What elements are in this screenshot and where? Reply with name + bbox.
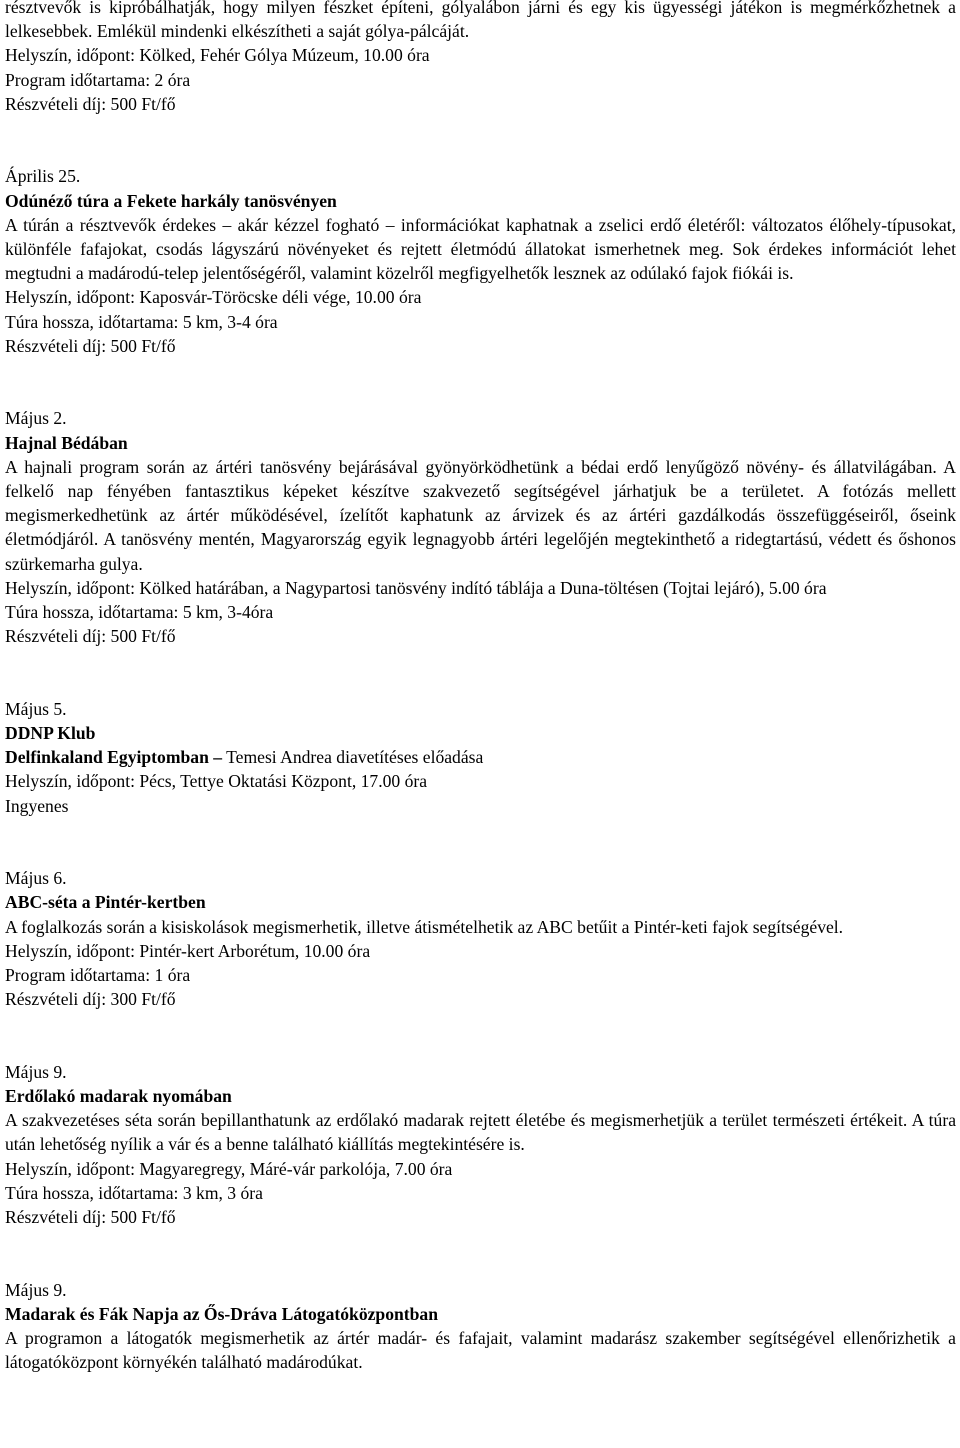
- event-fee: Részvételi díj: 500 Ft/fő: [5, 626, 176, 647]
- event-body: A szakvezetéses séta során bepillanthatunk az erdőlakó madarak rejtett életébe és megismerhetjük a terület természeti értékeit. A túra után lehetőség nyílik a vár és a benne található kiállítás megtekintésére is.: [5, 1110, 956, 1155]
- spacer: [5, 648, 956, 696]
- event-body: A túrán a résztvevők érdekes – akár kézzel fogható – információkat kaphatnak a zselici erdő életéről: változatos élőhely-típusokat, különféle fafajokat, csodás lágyszárú növényeket és rejtett életmódú állatokat ismerhetnek meg. Sok érdekes információt lehet megtudni a madárodú-telep jelentőségéről, valamint közelről megfigyelhetők lesznek az odúlakó fajok fiókái is.: [5, 214, 956, 284]
- event-date: Május 5.: [5, 698, 67, 719]
- document-page: [5, 0, 956, 1374]
- event-date: Május 2.: [5, 408, 67, 429]
- spacer: [5, 818, 956, 866]
- event-title: Erdőlakó madarak nyomában: [5, 1086, 232, 1107]
- intro-fee: Részvételi díj: 500 Ft/fő: [5, 93, 176, 114]
- event-body: A programon a látogatók megismerhetik az ártér madár- és fafajait, valamint madarász szakember segítségével ellenőrizhetik a látogatóközpont környékén található madárodúkat.: [5, 1328, 956, 1373]
- event-odunezo-tura: [5, 164, 956, 358]
- event-duration: Túra hossza, időtartama: 3 km, 3 óra: [5, 1182, 263, 1203]
- intro-place: Helyszín, időpont: Kölked, Fehér Gólya Múzeum, 10.00 óra: [5, 45, 430, 66]
- event-title: ABC-séta a Pintér-kertben: [5, 892, 206, 913]
- event-date: Május 6.: [5, 868, 67, 889]
- event-place: Helyszín, időpont: Kaposvár-Töröcske déli vége, 10.00 óra: [5, 287, 422, 308]
- event-duration: Program időtartama: 1 óra: [5, 965, 191, 986]
- event-erdolako-madarak: [5, 1060, 956, 1229]
- spacer: [5, 1011, 956, 1059]
- event-abc-seta: [5, 866, 956, 1011]
- event-fee: Részvételi díj: 300 Ft/fő: [5, 989, 176, 1010]
- event-date: Április 25.: [5, 166, 81, 187]
- spacer: [5, 1229, 956, 1277]
- spacer: [5, 358, 956, 406]
- event-fee: Részvételi díj: 500 Ft/fő: [5, 335, 176, 356]
- event-subtitle: Temesi Andrea diavetítéses előadása: [222, 747, 484, 768]
- event-title: Odúnéző túra a Fekete harkály tanösvényen: [5, 190, 337, 211]
- event-title: Hajnal Bédában: [5, 432, 128, 453]
- intro-continuation: [5, 0, 956, 116]
- event-club: DDNP Klub: [5, 723, 96, 744]
- event-date: Május 9.: [5, 1061, 67, 1082]
- event-date: Május 9.: [5, 1279, 67, 1300]
- event-place: Helyszín, időpont: Kölked határában, a Nagypartosi tanösvény indító táblája a Duna-töltésen (Tojtai lejáró), 5.00 óra: [5, 577, 827, 598]
- spacer: [5, 116, 956, 164]
- intro-duration: Program időtartama: 2 óra: [5, 69, 191, 90]
- event-fee: Ingyenes: [5, 795, 69, 816]
- event-fee: Részvételi díj: 500 Ft/fő: [5, 1207, 176, 1228]
- event-duration: Túra hossza, időtartama: 5 km, 3-4 óra: [5, 311, 278, 332]
- event-hajnal-bedaban: [5, 406, 956, 648]
- event-title-line: [5, 745, 956, 769]
- event-body: A hajnali program során az ártéri tanösvény bejárásával gyönyörködhetünk a bédai erdő lenyűgöző növény- és állatvilágában. A felkelő nap fényében fantasztikus képeket készítve szakvezető segítségével járhatjuk be a területet. A fotózás mellett megismerkedhetünk az ártér működésével, ízelítőt kaphatunk az árvizek és az ártéri gazdálkodás összefüggéseiről, őseink életmódjáról. A tanösvény mentén, Magyarország egyik legnagyobb ártéri legelőjén megtekinthető a ridegtartású, védett és őshonos szürkemarha gulya.: [5, 456, 956, 574]
- event-place: Helyszín, időpont: Pintér-kert Arborétum, 10.00 óra: [5, 940, 371, 961]
- event-ddnp-klub: [5, 697, 956, 818]
- event-title: Madarak és Fák Napja az Ős-Dráva Látogatóközpontban: [5, 1303, 439, 1324]
- intro-body: résztvevők is kipróbálhatják, hogy milyen fészket építeni, gólyalábon járni és egy kis ügyességi játékon is megmérkőzhetnek a lelkesebbek. Emlékül mindenki elkészítheti a saját gólya-pálcáját.: [5, 0, 956, 42]
- event-place: Helyszín, időpont: Pécs, Tettye Oktatási Központ, 17.00 óra: [5, 771, 428, 792]
- event-body: A foglalkozás során a kisiskolások megismerhetik, illetve átismételhetik az ABC betűit a Pintér-keti fajok segítségével.: [5, 916, 844, 937]
- event-title: Delfinkaland Egyiptomban –: [5, 747, 223, 768]
- event-madarak-es-fak-napja: [5, 1278, 956, 1375]
- event-place: Helyszín, időpont: Magyaregregy, Máré-vár parkolója, 7.00 óra: [5, 1158, 453, 1179]
- event-duration: Túra hossza, időtartama: 5 km, 3-4óra: [5, 602, 274, 623]
